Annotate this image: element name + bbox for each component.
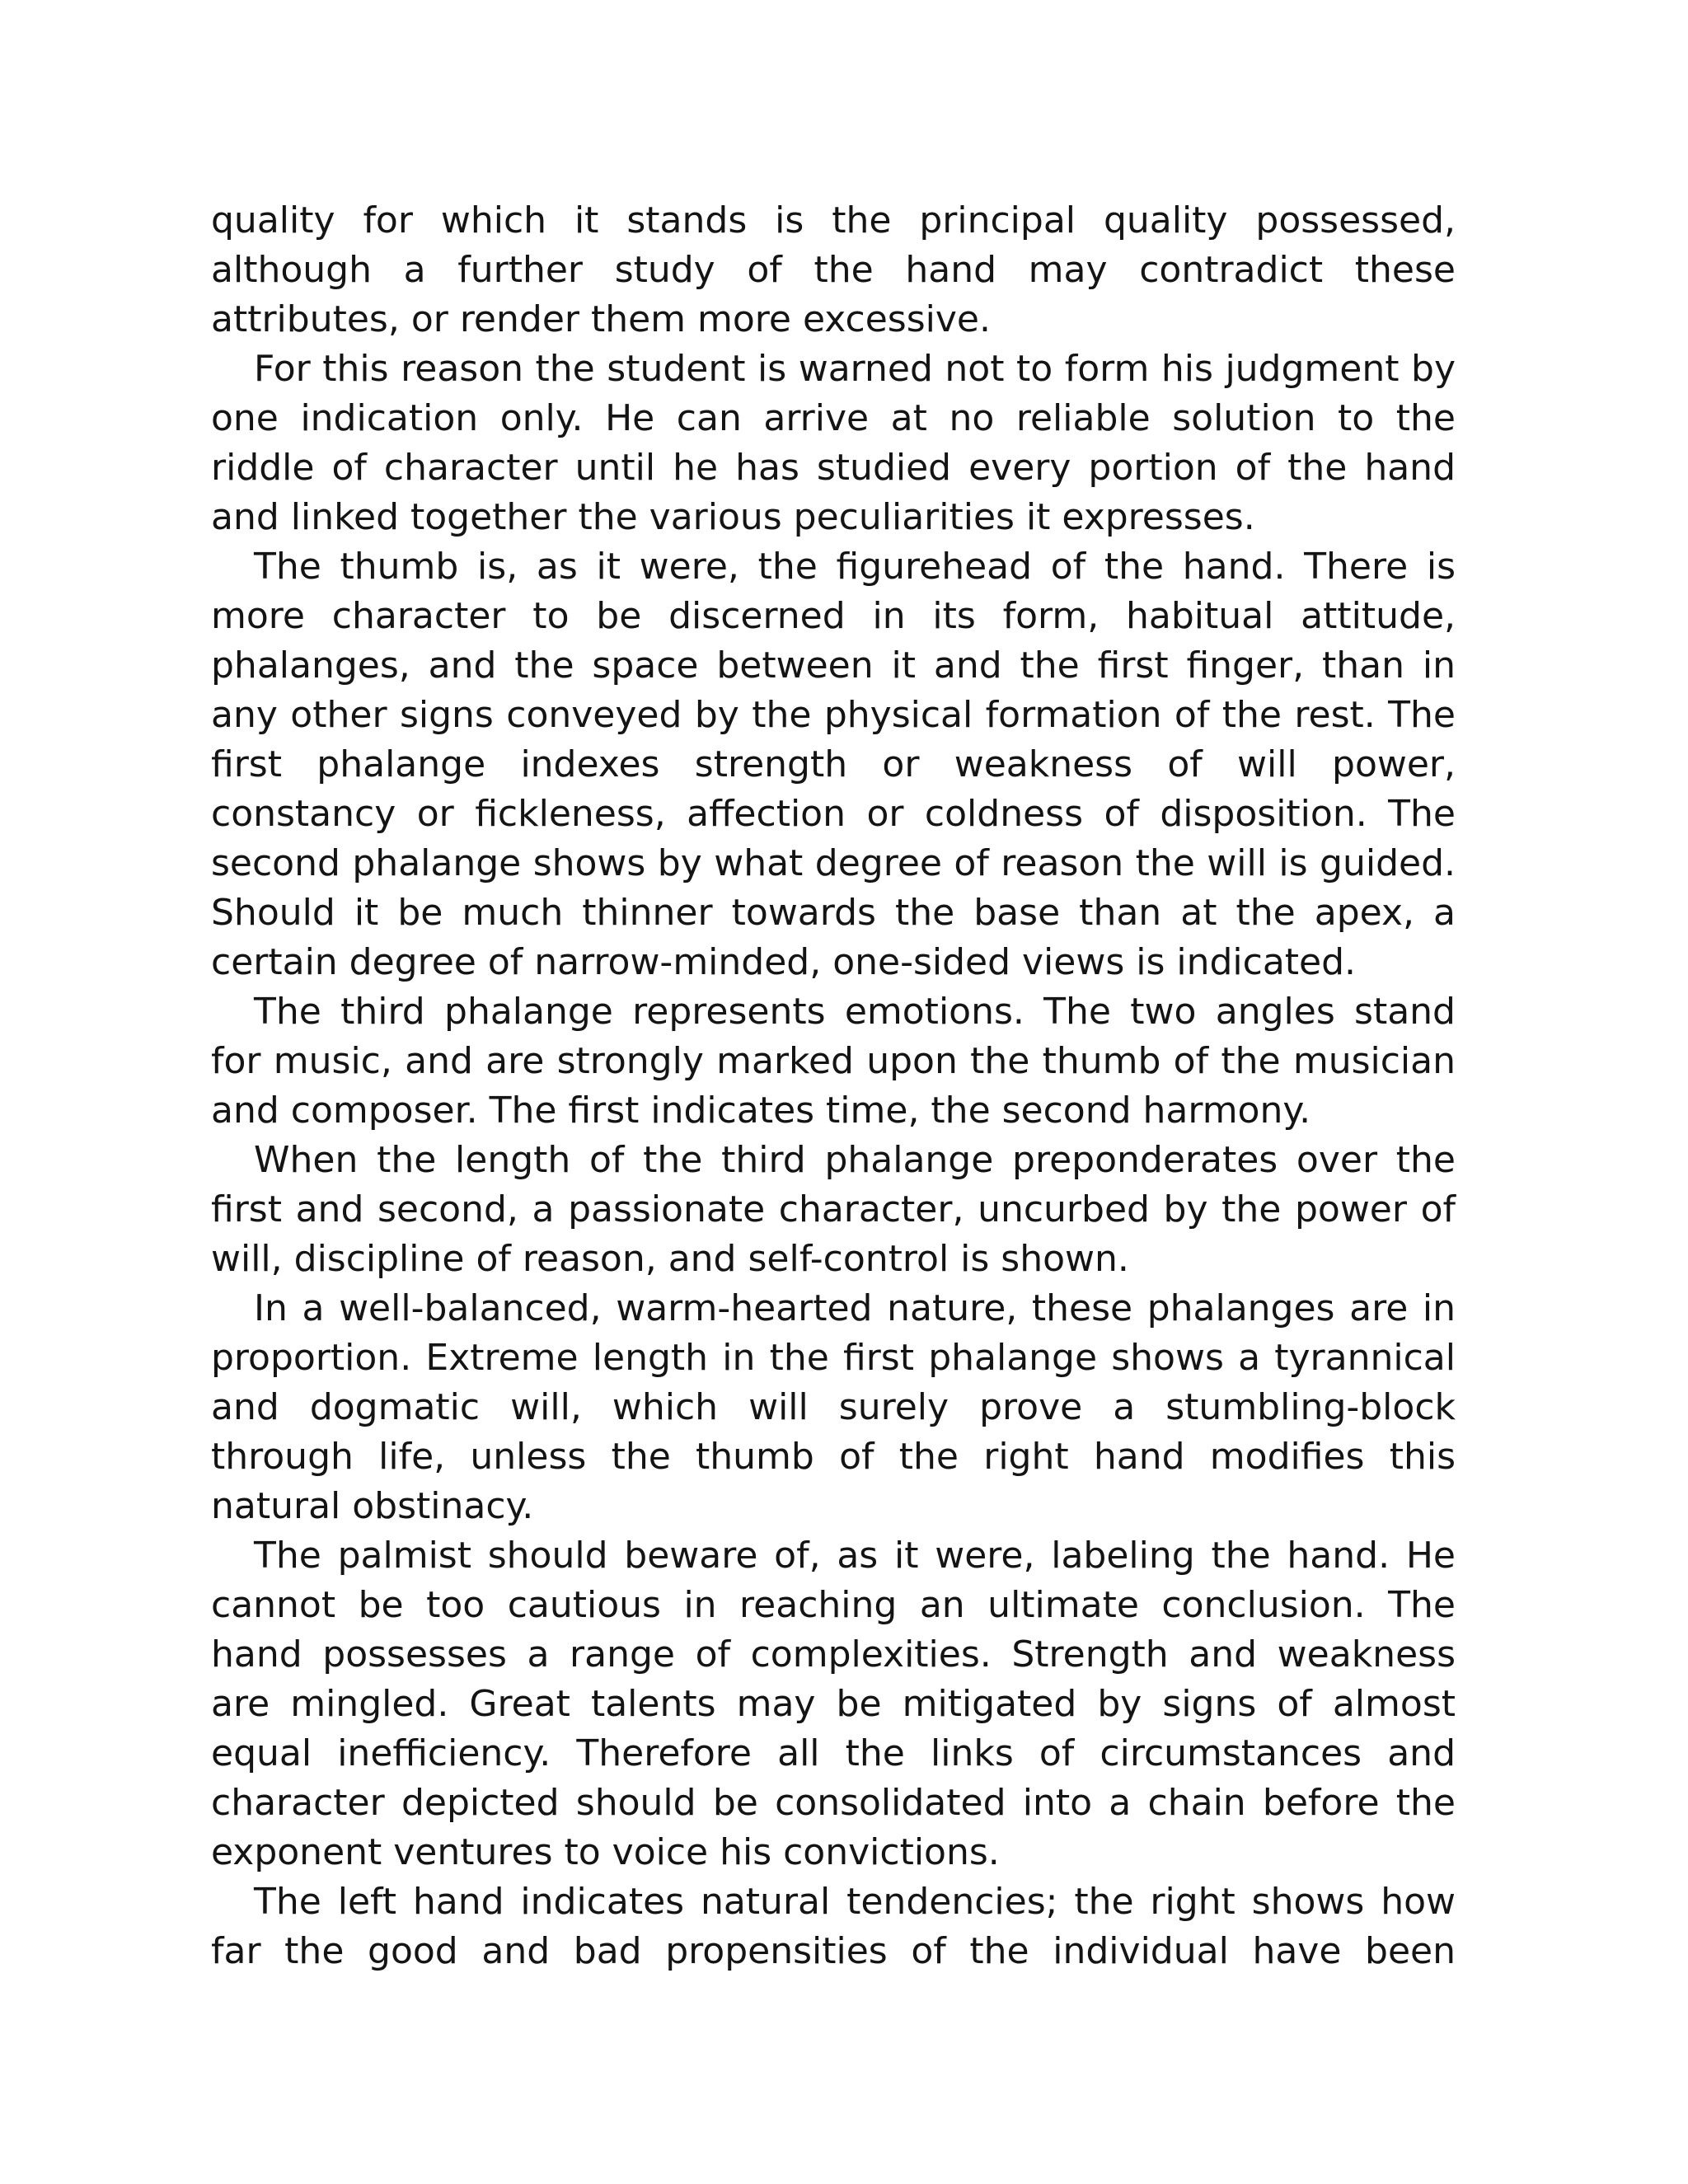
paragraph: The thumb is, as it were, the figurehead of the hand. There is more character to be discerned in its form, habitual attitude, phalanges, and the space between it and the first finger, than in any other signs conveyed by the physical formation of the rest. The first phalange indexes strength or weakness of will power, constancy or fickleness, affection or coldness of disposition. The second phalange shows by what degree of reason the will is guided. Should it be much thinner towards the base than at the apex, a certain degree of narrow-minded, one-sided views is indicated. <box>211 546 1456 983</box>
paragraph: The third phalange represents emotions. The two angles stand for music, and are strongly marked upon the thumb of the musician and composer. The first indicates time, the second harmony. <box>211 991 1456 1132</box>
paragraph-continued: quality for which it stands is the principal quality possessed, although a further study of the hand may contradict these attributes, or render them more excessive. <box>211 199 1456 340</box>
paragraph: The palmist should beware of, as it were, labeling the hand. He cannot be too cautious in reaching an ultimate conclusion. The hand possesses a range of complexities. Strength and weakness are mingled. Great talents may be mitigated by signs of almost equal inefficiency. Therefore all the links of circumstances and character depicted should be consolidated into a chain before the exponent ventures to voice his convictions. <box>211 1535 1456 1873</box>
page-text <box>211 196 1456 1976</box>
paragraph: In a well-balanced, warm-hearted nature, these phalanges are in proportion. Extreme length in the first phalange shows a tyrannical and dogmatic will, which will surely prove a stumbling-block through life, unless the thumb of the right hand modifies this natural obstinacy. <box>211 1287 1456 1527</box>
paragraph: For this reason the student is warned not to form his judgment by one indication only. He can arrive at no reliable solution to the riddle of character until he has studied every portion of the hand and linked together the various peculiarities it expresses. <box>211 348 1456 538</box>
paragraph-continues-next-page: The left hand indicates natural tendencies; the right shows how far the good and bad propensities of the individual have been <box>211 1881 1456 1972</box>
paragraph: When the length of the third phalange preponderates over the first and second, a passionate character, uncurbed by the power of will, discipline of reason, and self-control is shown. <box>211 1139 1456 1280</box>
